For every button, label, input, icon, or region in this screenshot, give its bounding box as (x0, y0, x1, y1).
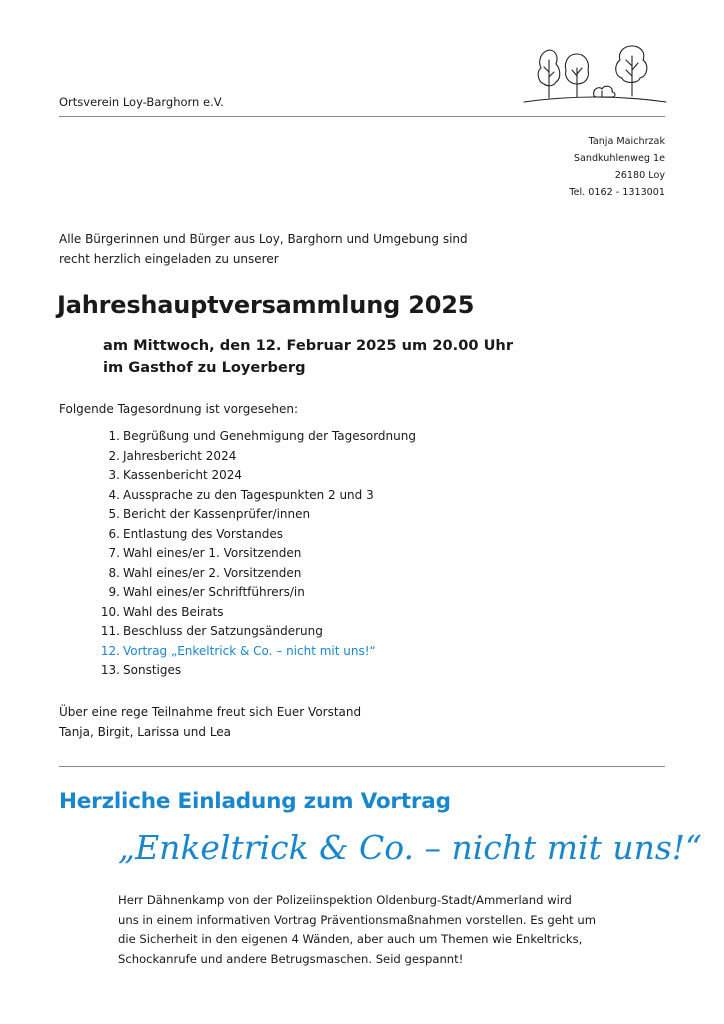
event-location: im Gasthof zu Loyerberg (103, 359, 306, 376)
trees-icon (522, 42, 668, 106)
event-details (103, 335, 513, 379)
agenda-item: 3. Kassenbericht 2024 (108, 468, 243, 482)
lecture-title: „Enkeltrick & Co. – nicht mit uns!“ (118, 828, 702, 867)
agenda-item: 8. Wahl eines/er 2. Vorsitzenden (108, 565, 302, 580)
intro-text (59, 230, 539, 269)
closing-line: Über eine rege Teilnahme freut sich Euer Vorstand (59, 705, 362, 719)
agenda-item: 6. Entlastung des Vorstandes (108, 526, 283, 541)
sender-address (569, 133, 665, 201)
agenda-item: 11. Beschluss der Satzungsänderung (100, 624, 323, 638)
sender-name: Tanja Maichrzak (588, 136, 665, 147)
description-line: uns in einem informativen Vortrag Präventionsmaßnahmen vorstellen. Es geht um (118, 912, 597, 927)
agenda-item: 1. Begrüßung und Genehmigung der Tagesordnung (108, 429, 416, 443)
signature-names: Tanja, Birgit, Larissa und Lea (59, 724, 232, 739)
agenda-item: 5. Bericht der Kassenprüfer/innen (108, 507, 311, 521)
agenda-item: 9. Wahl eines/er Schriftführers/in (108, 585, 305, 599)
sender-street: Sandkuhlenweg 1e (573, 153, 665, 164)
agenda-item: 10. Wahl des Beirats (100, 604, 224, 619)
agenda-lead: Folgende Tagesordnung ist vorgesehen: (59, 402, 298, 416)
lecture-heading: Herzliche Einladung zum Vortrag (59, 789, 451, 814)
agenda-item: 7. Wahl eines/er 1. Vorsitzenden (108, 546, 302, 560)
agenda-item: 4. Aussprache zu den Tagespunkten 2 und 3 (108, 487, 374, 502)
description-line: Schockanrufe und andere Betrugsmaschen. Seid gespannt! (118, 951, 464, 966)
sender-phone: Tel. 0162 - 1313001 (569, 187, 665, 198)
description-line: Herr Dähnenkamp von der Polizeiinspektion Oldenburg-Stadt/Ammerland wird (118, 893, 572, 907)
agenda-list (100, 427, 416, 681)
description-line: die Sicherheit in den eigenen 4 Wänden, aber auch um Themen wie Enkeltricks, (118, 932, 583, 946)
intro-line: recht herzlich eingeladen zu unserer (59, 251, 279, 266)
section-divider (59, 766, 665, 767)
agenda-item: 13. Sonstiges (100, 663, 182, 677)
lecture-description (118, 891, 638, 969)
closing-text (59, 703, 361, 742)
organization-name: Ortsverein Loy-Barghorn e.V. (59, 95, 224, 109)
event-title: Jahreshauptversammlung 2025 (57, 291, 475, 319)
intro-line: Alle Bürgerinnen und Bürger aus Loy, Barghorn und Umgebung sind (59, 232, 468, 246)
event-date: am Mittwoch, den 12. Februar 2025 um 20.00 Uhr (103, 337, 514, 354)
agenda-item: 2. Jahresbericht 2024 (108, 448, 237, 463)
agenda-item-highlighted: 12. Vortrag „Enkeltrick & Co. – nicht mit uns!“ (100, 643, 376, 658)
sender-city: 26180 Loy (614, 170, 665, 181)
header-divider (59, 116, 665, 117)
